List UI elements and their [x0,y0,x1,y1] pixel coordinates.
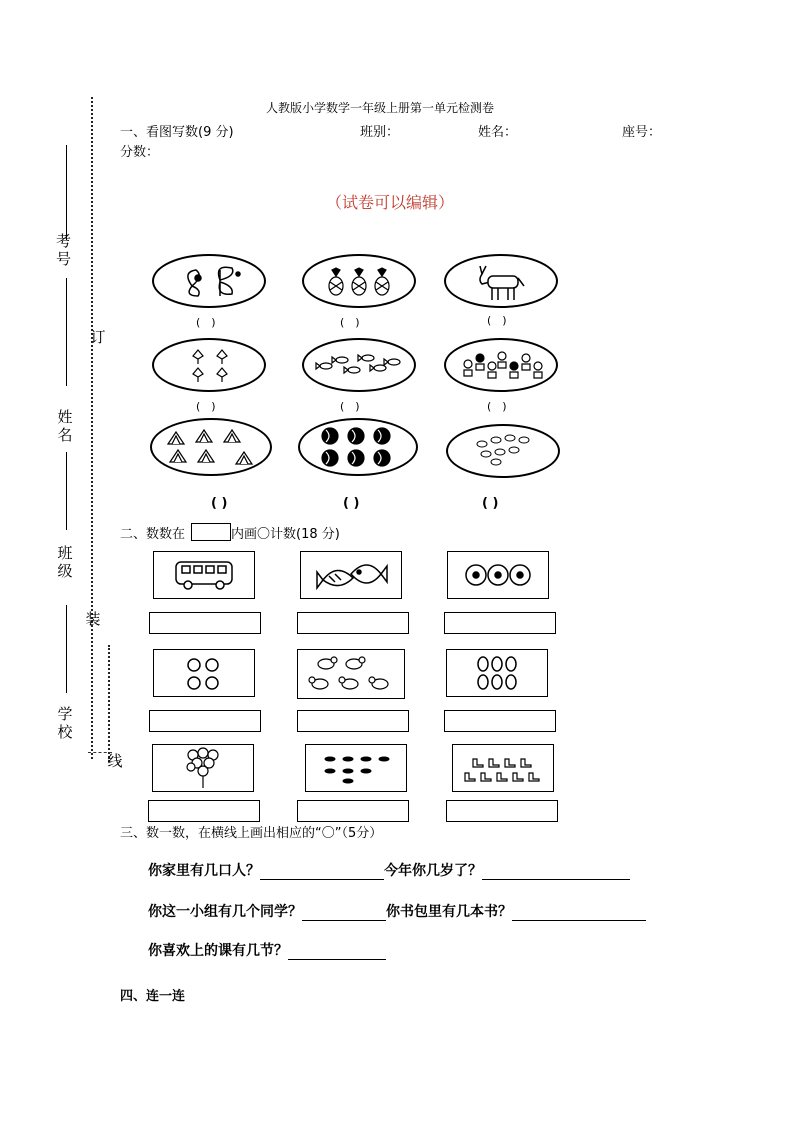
ball-icon [374,450,390,466]
duck-icon [497,773,507,781]
question-age-text: 今年你几岁了？ [384,863,482,879]
apple-icon [188,677,200,689]
answer-line-2[interactable] [482,865,630,880]
apple-icon [188,659,200,671]
fish-icon [343,757,353,761]
binding-dotted-line-left [108,645,110,762]
answer-box-8[interactable] [297,800,409,822]
pineapple-icon [329,268,343,295]
butterfly-icon [188,270,201,296]
fish-icon [343,779,353,783]
balloon-icon [198,748,208,758]
bus-icon [176,562,232,589]
section2-title-b: 内画〇计数(18 分) [231,527,340,542]
shell-icon [196,430,212,442]
shell-icon [198,450,214,462]
answer-box-4[interactable] [149,710,261,732]
picture-box-balloons [152,744,254,792]
leaf-icon [495,449,505,455]
fish-icon [343,769,353,773]
fish-icon [332,357,348,363]
xian-label: 线 [107,752,123,770]
fish-icon [351,565,387,583]
name-vertical-label: 姓名 [57,408,73,444]
duck-icon [505,759,515,767]
shell-icon [170,450,186,462]
leaf-icon [509,447,519,453]
flower-icon [193,350,203,364]
picture-box-flowers [447,551,549,599]
picture-box-chickens [297,649,405,699]
class-field-label: 班别： [360,125,400,140]
oval-donkey [444,254,558,308]
question-family-text: 你家里有几口人？ [148,863,260,879]
flower-icon [193,368,203,382]
answer-box-3[interactable] [444,612,556,634]
pear-icon [478,675,488,689]
oval-balls [298,418,418,476]
duck-icon [513,773,523,781]
answer-line-1[interactable] [260,865,384,880]
section3-title: 三、数一数，在横线上画出相应的“〇”（5分） [120,826,383,841]
oval-kids [444,338,558,392]
balloon-icon [187,763,195,771]
answer-paren-8[interactable]: ( ) [343,496,360,511]
question-books-text: 你书包里有几本书？ [386,904,512,920]
editable-watermark: （试卷可以编辑） [326,193,455,212]
flower-icon [217,368,227,382]
kids-icon [476,354,484,370]
leaf-icon [481,451,491,457]
answer-box-9[interactable] [446,800,558,822]
oval-pineapples [302,254,416,308]
pineapple-icon [375,268,389,295]
kids-icon [464,360,472,376]
oval-fish [302,338,416,392]
fish-icon [325,769,335,773]
zhuang-label: 装 [85,610,101,628]
pear-icon [506,657,516,671]
ball-icon [348,450,364,466]
shell-icon [224,430,240,442]
fish-icon [361,757,371,761]
exam-no-line-2 [66,278,67,386]
fish-icon [316,363,332,369]
shell-icon [168,432,184,444]
leaf-icon [505,435,515,441]
shell-icon [236,452,252,464]
answer-paren-6[interactable]: ( ) [487,400,507,413]
answer-box-5[interactable] [297,710,409,732]
chicken-icon [339,677,358,689]
question-group-text: 你这一小组有几个同学？ [148,904,302,920]
answer-paren-9[interactable]: ( ) [482,496,499,511]
exam-no-line [66,145,67,240]
butterfly-icon [219,267,241,296]
duck-icon [481,773,491,781]
class-vertical-label: 班级 [57,544,73,580]
question-favorite-classes [148,940,386,960]
duck-icon [529,773,539,781]
page-title: 人教版小学数学一年级上册第一单元检测卷 [266,101,495,115]
chicken-icon [318,657,337,669]
ball-icon [322,450,338,466]
fish-icon [344,367,360,373]
question-classes-text: 你喜欢上的课有几节？ [148,943,288,959]
chicken-icon [346,657,365,669]
answer-paren-4[interactable]: ( ) [196,400,216,413]
kids-icon [510,362,518,378]
section2-title-a: 二、数数在 [120,527,186,542]
duck-icon [521,759,531,767]
name-field-label: 姓名： [478,125,518,140]
question-family-members [148,860,630,880]
flower-icon [217,350,227,364]
picture-box-apples [153,649,255,697]
duck-icon [465,773,475,781]
answer-paren-3[interactable]: ( ) [487,314,507,327]
pear-icon [506,675,516,689]
oval-shells [150,418,272,476]
flower-icon [466,565,486,585]
oval-butterflies [152,254,266,308]
fish-icon [379,757,389,761]
kids-icon [488,362,496,378]
chicken-icon [309,677,328,689]
class-line [66,605,67,693]
ball-icon [374,428,390,444]
answer-box-2[interactable] [297,612,409,634]
kids-icon [522,354,530,370]
fish-icon [358,355,374,361]
section4-title: 四、连一连 [120,989,186,1004]
pear-icon [478,657,488,671]
answer-paren-7[interactable]: ( ) [211,496,228,511]
answer-paren-5[interactable]: ( ) [340,400,360,413]
pear-icon [492,657,502,671]
leaf-icon [477,441,487,447]
fish-icon [384,359,400,365]
apple-icon [206,659,218,671]
kids-icon [534,362,542,378]
answer-line-4[interactable] [512,906,646,921]
section1-title: 一、看图写数(9 分) [120,125,234,140]
ding-label: 订 [90,328,106,346]
fish-icon [325,757,335,761]
answer-box-7[interactable] [148,800,260,822]
section2-title-box [191,523,231,541]
answer-box-6[interactable] [444,710,556,732]
question-group-members [148,901,646,921]
picture-box-bus [153,551,255,599]
seat-field-label: 座号： [622,125,662,140]
fish-icon [361,769,371,773]
section1-pictures [150,250,570,485]
apple-icon [206,677,218,689]
duck-icon [473,759,483,767]
oval-leaves [446,424,560,478]
answer-paren-1[interactable]: ( ) [196,316,216,329]
chicken-icon [369,677,388,689]
leaf-icon [491,459,501,465]
oval-flowers [152,338,266,392]
leaf-icon [491,437,501,443]
donkey-icon [480,266,524,300]
score-field-label: 分数： [120,145,160,160]
picture-box-fish [300,551,402,599]
pear-icon [492,675,502,689]
picture-box-small-fish [305,744,407,792]
answer-line-5[interactable] [288,945,386,960]
flower-icon [510,565,530,585]
name-line [66,452,67,530]
exam-no-label: 考号 [56,232,86,268]
answer-box-1[interactable] [149,612,261,634]
answer-paren-2[interactable]: ( ) [340,316,360,329]
leaf-icon [519,437,529,443]
picture-box-pears [446,649,548,697]
answer-line-3[interactable] [302,906,386,921]
pineapple-icon [352,268,366,295]
picture-box-ducks [452,744,554,792]
school-vertical-label: 学校 [57,705,73,741]
ball-icon [348,428,364,444]
balloon-icon [198,766,208,776]
binding-dotted-line-right [91,97,93,759]
ball-icon [322,428,338,444]
fish-icon [317,570,353,588]
kids-icon [498,352,506,368]
flower-icon [488,565,508,585]
duck-icon [489,759,499,767]
